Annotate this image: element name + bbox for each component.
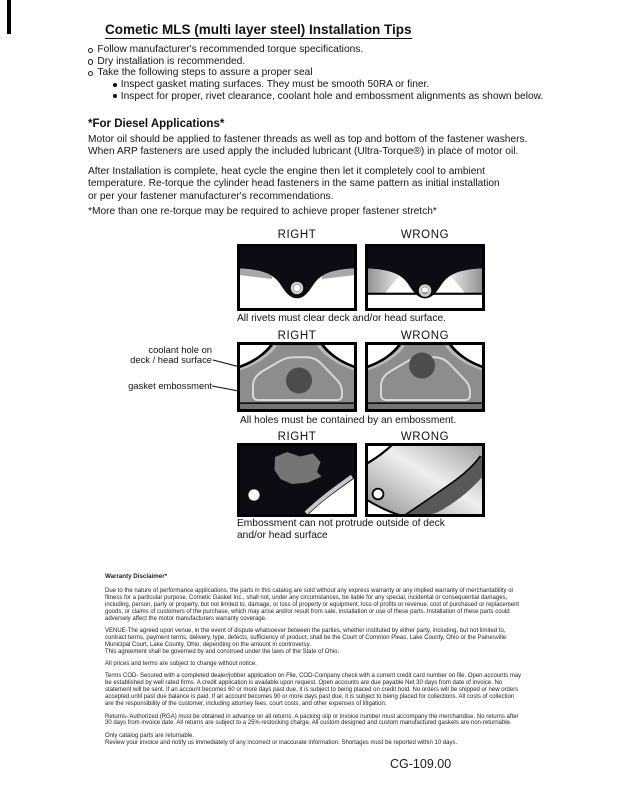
- warranty-paragraph: All prices and terms are subject to change without notice.: [105, 661, 257, 668]
- gasket-embossment-label: gasket embossment: [128, 380, 212, 391]
- tip-text: Inspect for proper, rivet clearance, coolant hole and embossment alignments as shown below.: [120, 90, 544, 102]
- coolant-hole-wrong-diagram: [365, 342, 485, 412]
- warranty-paragraph: Terms COD- Secured with a completed dealer/jobber application on File, COD-Company check with a current credit card number on file. Open accounts may be established by well rated firms. A credit application is available upon request. Open accounts are due payable Net 30 days from date of invoice. No statement will be sent. If an account becomes 60 or more days past due, it is subject to being placed on credit hold. No orders will be shipped or new orders accepted until past due balance is paid. If an account becomes 90 or more days past due, it is subject to being placed for collections. All costs of collection are the responsibility of the customer, including attorney fees, court costs, and other expenses of litigation.: [105, 673, 522, 708]
- holes-caption: All holes must be contained by an embossment.: [240, 415, 457, 426]
- installation-tips-list: [88, 44, 548, 103]
- tip-text: Inspect gasket mating surfaces. They must be smooth 50RA or finer.: [120, 79, 430, 91]
- warranty-heading: Warranty Disclaimer*: [105, 573, 168, 580]
- paragraph-line: temperature. Re-torque the cylinder head fasteners in the same pattern as initial installation: [88, 178, 500, 190]
- diesel-paragraph-1: [88, 134, 527, 159]
- list-item: [88, 79, 548, 91]
- embossment-right-diagram: [237, 443, 357, 517]
- filled-bullet-icon: [113, 83, 117, 87]
- right-label: RIGHT: [277, 229, 317, 241]
- warranty-paragraph: Due to the nature of performance applications, the parts in this catalog are sold without any express warranty or any implied warranty of merchantability or fitness for a particular purpose. Cometic Gasket Inc., shall not, under any circumstances, be liable for any special, incidental or consequential damages, including, person, party or property, but not limited to, damage, or loss of property or equipment, loss of profits or revenue, cost of purchased or replacement goods, or claims of customers of the purchase, which may arise and/or result from sale, installation or use of these parts. Installation of these parts could adversely affect the motor manufacturers warranty coverage.: [105, 587, 520, 622]
- filled-bullet-icon: [113, 94, 117, 98]
- tip-text: Take the following steps to assure a proper seal: [97, 67, 313, 79]
- open-bullet-icon: [88, 71, 93, 76]
- tip-text: Dry installation is recommended.: [97, 55, 246, 67]
- wrong-label: WRONG: [400, 229, 450, 241]
- list-item: [88, 44, 548, 56]
- embossment-caption: Embossment can not protrude outside of deck and/or head surface: [237, 518, 445, 541]
- right-label: RIGHT: [277, 431, 317, 443]
- warranty-paragraph: Returns- Authorized (RGA) must be obtained in advance on all returns. A packing slip or invoice number must accompany the merchandise. No returns after 30 days from invoice date. All returns are subject to a 25% restocking charge. All custom designed and custom manufactured gaskets are non-returnable.: [105, 713, 519, 727]
- open-bullet-icon: [88, 59, 93, 64]
- diesel-section-heading: *For Diesel Applications*: [88, 118, 225, 130]
- paragraph-line: After Installation is complete, heat cycle the engine then let it completely cool to ambient: [88, 166, 485, 177]
- warranty-paragraph: Only catalog parts are returnable. Review your invoice and notify us immediately of any incorrect or inaccurate information. Shortages must be reported within 10 days.: [105, 732, 458, 746]
- warranty-disclaimer: [105, 574, 525, 752]
- paragraph-line: Motor oil should be applied to fastener threads as well as top and bottom of the fastener washers.: [88, 134, 528, 145]
- list-item: [88, 67, 548, 79]
- embossment-wrong-diagram: [365, 443, 485, 517]
- open-bullet-icon: [88, 48, 93, 53]
- list-item: [88, 56, 548, 68]
- paragraph-line: or per your fastener manufacturer's recommendations.: [88, 190, 334, 202]
- diesel-paragraph-2: [88, 166, 500, 203]
- tip-text: Follow manufacturer's recommended torque specifications.: [97, 44, 364, 55]
- footer-part-number: CG-109.00: [390, 757, 452, 771]
- paragraph-line: When ARP fasteners are used apply the included lubricant (Ultra-Torque®) in place of motor oil.: [88, 146, 519, 158]
- wrong-label: WRONG: [400, 431, 450, 443]
- right-label: RIGHT: [277, 330, 317, 342]
- list-item: [88, 91, 548, 103]
- rivet-clearance-right-diagram: [237, 244, 357, 311]
- page-title: Cometic MLS (multi layer steel) Installation Tips: [105, 22, 412, 37]
- page-corner-mark: [7, 0, 11, 34]
- coolant-hole-label: coolant hole on deck / head surface: [130, 344, 212, 365]
- warranty-paragraph: VENUE-The agreed upon venue, in the event of dispute whatsoever between the parties, whether instituted by either party, including, but not limited to, contract terms, payment terms, delivery, type, defects, sufficiency of product, shall be the Court of Common Pleas, Lake County, Ohio or the Painesville Municipal Court, Lake County, Ohio, depending on the amount in controversy. This agreement shall be governed by and construed under the laws of the State of Ohio.: [105, 627, 507, 655]
- retorque-note: *More than one re-torque may be required to achieve proper fastener stretch*: [88, 206, 437, 217]
- wrong-label: WRONG: [400, 330, 450, 342]
- rivet-clearance-wrong-diagram: [365, 244, 485, 311]
- coolant-hole-right-diagram: [237, 342, 357, 412]
- rivet-caption: All rivets must clear deck and/or head surface.: [237, 313, 446, 324]
